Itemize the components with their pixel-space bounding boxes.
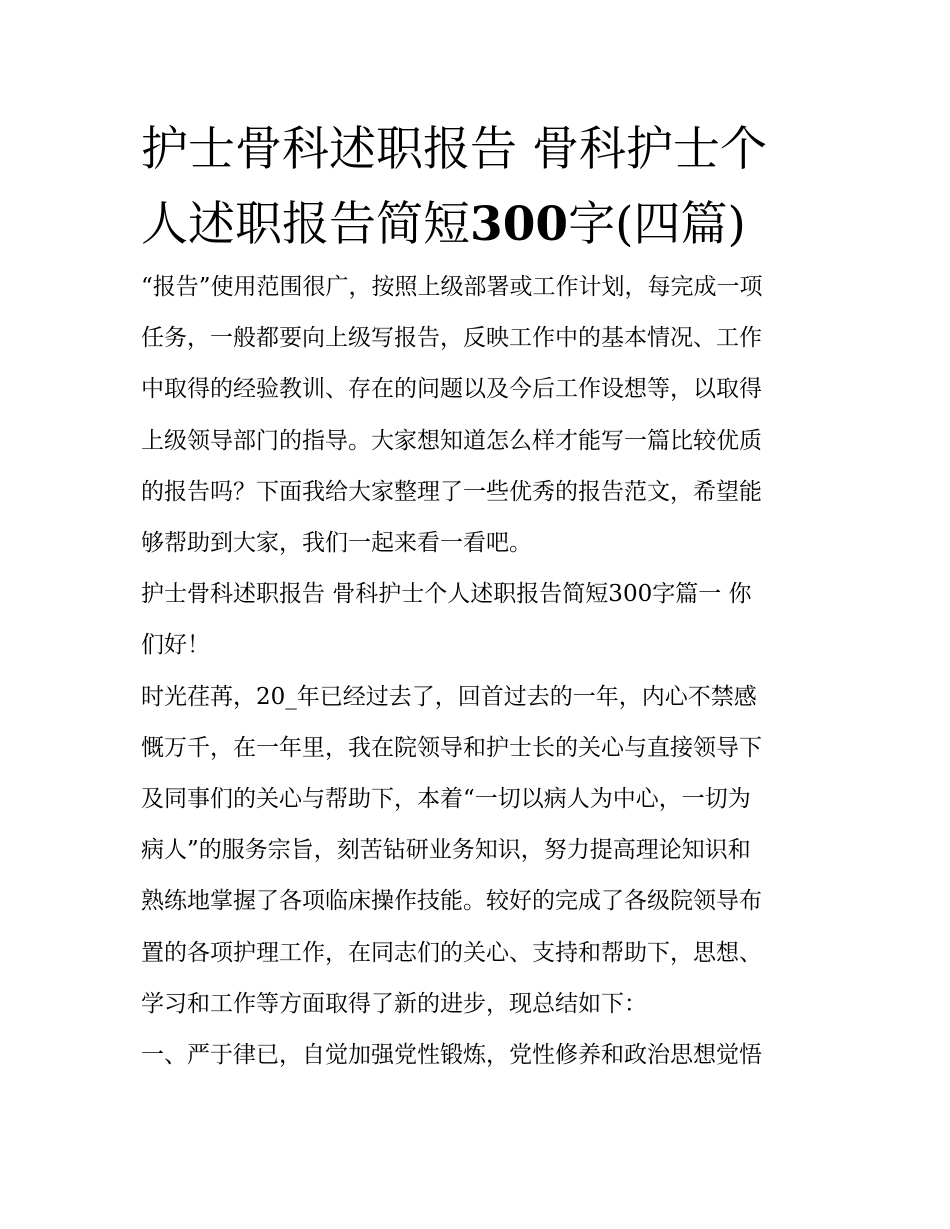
body-line: 的报告吗？下面我给大家整理了一些优秀的报告范文，希望能 bbox=[141, 478, 762, 505]
body-line: 护士骨科述职报告 骨科护士个人述职报告简短300字篇一 你 bbox=[141, 581, 752, 608]
document-content bbox=[141, 112, 813, 1081]
body-line: 病人”的服务宗旨，刻苦钻研业务知识，努力提高理论知识和 bbox=[141, 837, 751, 864]
document-title bbox=[141, 112, 813, 262]
body-line: 慨万千，在一年里，我在院领导和护士长的关心与直接领导下 bbox=[141, 734, 762, 761]
title-line-2: 人述职报告简短300字(四篇) bbox=[141, 197, 746, 252]
body-line: “报告”使用范围很广，按照上级部署或工作计划，每完成一项 bbox=[141, 274, 763, 300]
body-line: 时光荏苒，20_年已经过去了，回首过去的一年，内心不禁感 bbox=[141, 683, 757, 710]
body-line: 中取得的经验教训、存在的问题以及今后工作设想等，以取得 bbox=[141, 376, 762, 403]
body-line: 置的各项护理工作，在同志们的关心、支持和帮助下，思想、 bbox=[141, 939, 762, 966]
title-line-1: 护士骨科述职报告 骨科护士个 bbox=[141, 122, 767, 177]
body-line: 上级领导部门的指导。大家想知道怎么样才能写一篇比较优质 bbox=[141, 427, 762, 454]
body-line: 熟练地掌握了各项临床操作技能。较好的完成了各级院领导布 bbox=[141, 888, 762, 915]
body-line: 们好！ bbox=[141, 632, 210, 659]
body-line: 够帮助到大家，我们一起来看一看吧。 bbox=[141, 530, 532, 557]
body-line: 一、严于律已，自觉加强党性锻炼，党性修养和政治思想觉悟 bbox=[141, 1042, 762, 1069]
document-body bbox=[141, 262, 813, 1081]
body-line: 及同事们的关心与帮助下，本着“一切以病人为中心，一切为 bbox=[141, 786, 751, 813]
body-line: 学习和工作等方面取得了新的进步，现总结如下： bbox=[141, 990, 647, 1017]
body-line: 任务，一般都要向上级写报告，反映工作中的基本情况、工作 bbox=[141, 325, 762, 352]
